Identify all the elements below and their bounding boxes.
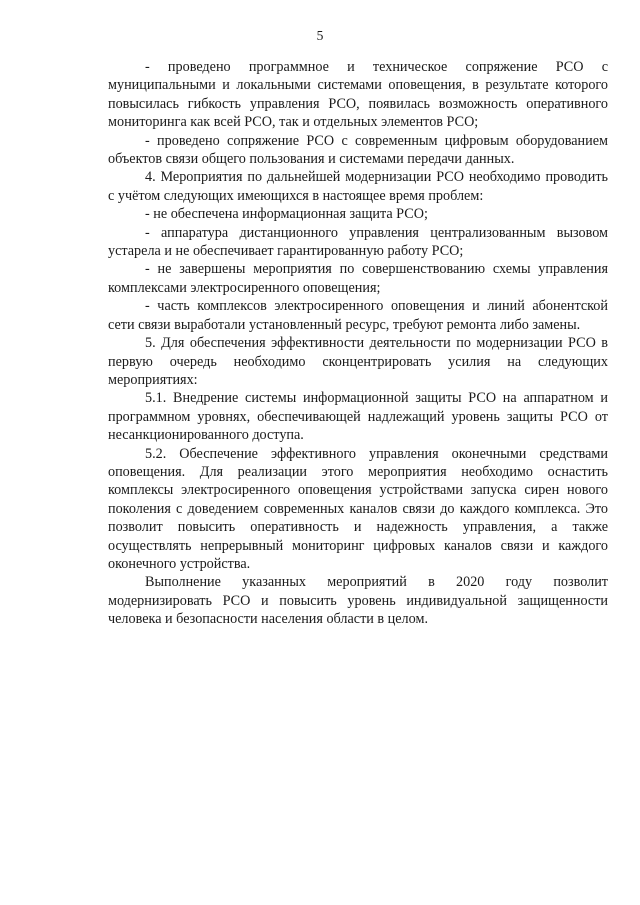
- page-number: 5: [316, 28, 324, 43]
- paragraph-conclusion: Выполнение указанных мероприятий в 2020 году позволит модернизировать РСО и повысить уровень индивидуальной защищенности человека и безопасности населения области в целом.: [108, 574, 608, 628]
- paragraph-interface-integration: - проведено программное и техническое сопряжение РСО с муниципальными и локальными системами оповещения, в результате которого повысилась гибкость управления РСО, появилась возможность оперативного мониторинга как всей РСО, так и отдельных элементов РСО;: [108, 59, 608, 131]
- paragraph-problem-control-scheme: - не завершены мероприятия по совершенствованию схемы управления комплексами электросиренного оповещения;: [108, 261, 608, 296]
- paragraph-section-4: 4. Мероприятия по дальнейшей модернизации РСО необходимо проводить с учётом следующих имеющихся в настоящее время проблем:: [108, 169, 608, 204]
- paragraph-digital-integration: - проведено сопряжение РСО с современным цифровым оборудованием объектов связи общего пользования и системами передачи данных.: [108, 132, 608, 168]
- paragraph-section-5-1: 5.1. Внедрение системы информационной защиты РСО на аппаратном и программном уровнях, обеспечивающей надлежащий уровень защиты РСО от несанкционированного доступа.: [108, 390, 608, 444]
- paragraph-section-5: 5. Для обеспечения эффективности деятельности по модернизации РСО в первую очередь необходимо сконцентрировать усилия на следующих мероприятиях:: [108, 335, 608, 388]
- paragraph-section-5-2: 5.2. Обеспечение эффективного управления оконечными средствами оповещения. Для реализации этого мероприятия необходимо оснастить комплексы электросиренного оповещения устройствами запуска сирен нового поколения с доведением современных каналов связи до каждого комплекса. Это позволит повысить оперативность и надежность управления, а также осуществлять непрерывный мониторинг цифровых каналов связи и каждого оконечного устройства.: [108, 445, 608, 572]
- paragraph-problem-security: - не обеспечена информационная защита РСО;: [145, 206, 428, 223]
- paragraph-problem-equipment: - аппаратура дистанционного управления централизованным вызовом устарела и не обеспечивает гарантированную работу РСО;: [108, 224, 608, 260]
- paragraph-problem-worn-resources: - часть комплексов электросиренного оповещения и линий абонентской сети связи выработали установленный ресурс, требуют ремонта либо замены.: [108, 298, 608, 333]
- document-body: [108, 58, 608, 629]
